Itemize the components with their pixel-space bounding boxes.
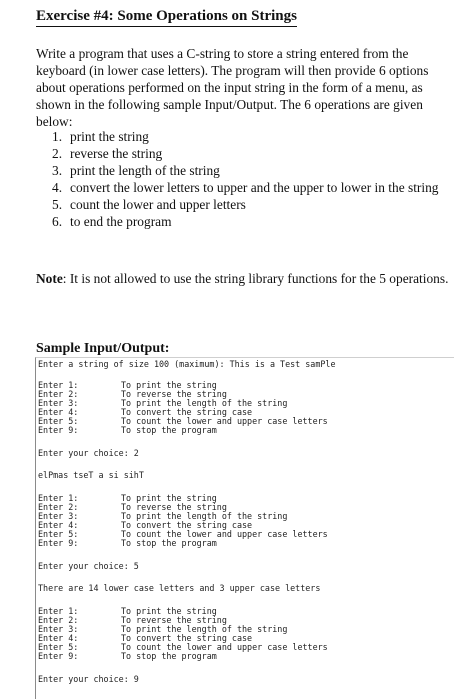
menu-key: Enter 2:: [38, 389, 79, 399]
menu-key: Enter 4:: [38, 407, 79, 417]
console-choice-line: Enter your choice: 2: [38, 448, 139, 458]
operation-number: 2.: [52, 146, 63, 161]
operation-item: [36, 213, 456, 230]
menu-desc: To reverse the string: [121, 389, 227, 399]
menu-row: [38, 538, 438, 548]
operation-text: print the string: [70, 129, 149, 144]
note-label: Note: [36, 271, 63, 286]
menu-desc: To stop the program: [121, 651, 217, 661]
menu-desc: To count the lower and upper case letters: [121, 642, 328, 652]
operation-item: [36, 179, 456, 196]
operation-number: 3.: [52, 163, 63, 178]
menu-row: [38, 425, 438, 435]
menu-key: Enter 2:: [38, 615, 79, 625]
operation-item: [36, 162, 456, 179]
menu-desc: To print the string: [121, 493, 217, 503]
operation-text: print the length of the string: [70, 163, 220, 178]
menu-key: Enter 2:: [38, 502, 79, 512]
menu-key: Enter 4:: [38, 520, 79, 530]
menu-desc: To print the string: [121, 380, 217, 390]
operation-number: 4.: [52, 180, 63, 195]
operation-text: reverse the string: [70, 146, 163, 161]
exercise-intro: Write a program that uses a C-string to store a string entered from the keyboard (in lower case letters). The program will then provide 6 options about operations performed on the input string in the form of a menu, as shown in the following sample Input/Output. The 6 operations are given below:: [36, 46, 429, 129]
operation-number: 6.: [52, 214, 63, 229]
menu-key: Enter 3:: [38, 624, 79, 634]
operation-number: 5.: [52, 197, 63, 212]
sample-heading: Sample Input/Output:: [36, 341, 170, 356]
menu-key: Enter 5:: [38, 416, 79, 426]
menu-key: Enter 3:: [38, 398, 79, 408]
menu-key: Enter 1:: [38, 606, 79, 616]
menu-desc: To reverse the string: [121, 615, 227, 625]
menu-key: Enter 4:: [38, 633, 79, 643]
menu-desc: To stop the program: [121, 425, 217, 435]
menu-desc: To convert the string case: [121, 633, 253, 643]
menu-desc: To count the lower and upper case letters: [121, 529, 328, 539]
menu-desc: To print the string: [121, 606, 217, 616]
menu-key: Enter 9:: [38, 425, 79, 435]
console-prompt-line: Enter a string of size 100 (maximum): This is a Test samPle: [38, 359, 336, 369]
operation-item: [36, 196, 456, 213]
menu-key: Enter 3:: [38, 511, 79, 521]
note-paragraph: [36, 270, 456, 287]
note-text: : It is not allowed to use the string library functions for the 5 operations.: [62, 271, 449, 286]
exercise-title: Exercise #4: Some Operations on Strings: [36, 8, 297, 27]
console-output: [35, 357, 454, 699]
operation-number: 1.: [52, 129, 63, 144]
menu-row: [38, 651, 438, 661]
menu-desc: To convert the string case: [121, 407, 253, 417]
console-output-line: There are 14 lower case letters and 3 upper case letters: [38, 583, 321, 593]
console-output-line: elPmas tseT a si sihT: [38, 470, 144, 480]
menu-key: Enter 9:: [38, 538, 79, 548]
menu-key: Enter 9:: [38, 651, 79, 661]
operation-text: convert the lower letters to upper and the upper to lower in the string: [70, 180, 439, 195]
menu-key: Enter 1:: [38, 380, 79, 390]
menu-desc: To convert the string case: [121, 520, 253, 530]
menu-key: Enter 5:: [38, 529, 79, 539]
operation-item: [36, 145, 456, 162]
operations-list: [36, 128, 456, 230]
console-choice-line: Enter your choice: 5: [38, 561, 139, 571]
operation-text: count the lower and upper letters: [70, 197, 246, 212]
operation-item: [36, 128, 456, 145]
menu-desc: To count the lower and upper case letters: [121, 416, 328, 426]
menu-desc: To print the length of the string: [121, 624, 288, 634]
menu-desc: To print the length of the string: [121, 398, 288, 408]
menu-key: Enter 5:: [38, 642, 79, 652]
menu-desc: To stop the program: [121, 538, 217, 548]
menu-key: Enter 1:: [38, 493, 79, 503]
operation-text: to end the program: [70, 214, 172, 229]
menu-desc: To reverse the string: [121, 502, 227, 512]
console-choice-line: Enter your choice: 9: [38, 674, 139, 684]
menu-desc: To print the length of the string: [121, 511, 288, 521]
